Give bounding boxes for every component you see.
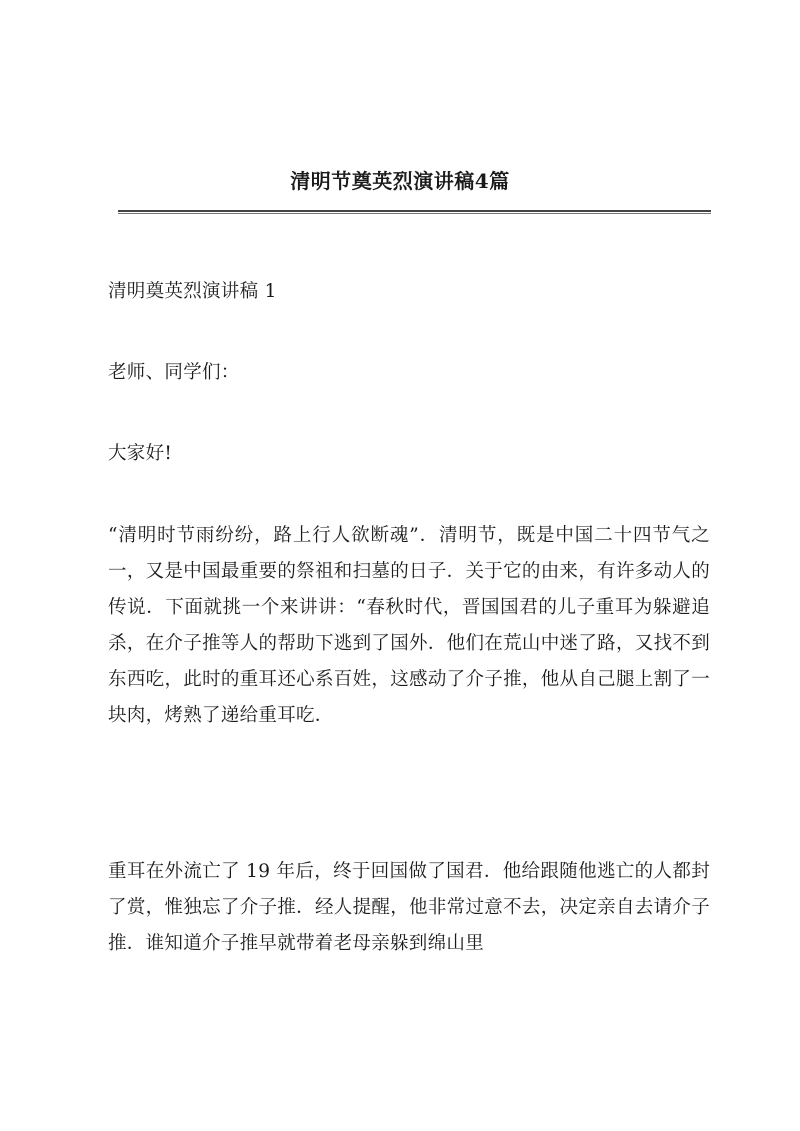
hello-line: 大家好!	[108, 443, 173, 464]
section-subtitle: 清明奠英烈演讲稿 1	[108, 281, 277, 302]
paragraph-1: “清明时节雨纷纷，路上行人欲断魂”．清明节，既是中国二十四节气之一，又是中国最重要的祭祖和扫墓的日子．关于它的由来，有许多动人的传说．下面就挑一个来讲讲：“春秋时代，晋国国君的儿子重耳为躲避追杀，在介子推等人的帮助下逃到了国外．他们在荒山中迷了路，又找不到东西吃，此时的重耳还心系百姓，这感动了介子推，他从自己腿上割了一块肉，烤熟了递给重耳吃．	[108, 525, 710, 726]
document-title: 清明节奠英烈演讲稿4篇	[290, 169, 510, 193]
greeting-line: 老师、同学们：	[108, 362, 240, 383]
title-divider	[118, 210, 711, 214]
paragraph-2: 重耳在外流亡了 19 年后，终于回国做了国君．他给跟随他逃亡的人都封了赏，惟独忘了介子推．经人提醒，他非常过意不去，决定亲自去请介子推．谁知道介子推早就带着老母亲躲到绵山里	[108, 861, 710, 954]
